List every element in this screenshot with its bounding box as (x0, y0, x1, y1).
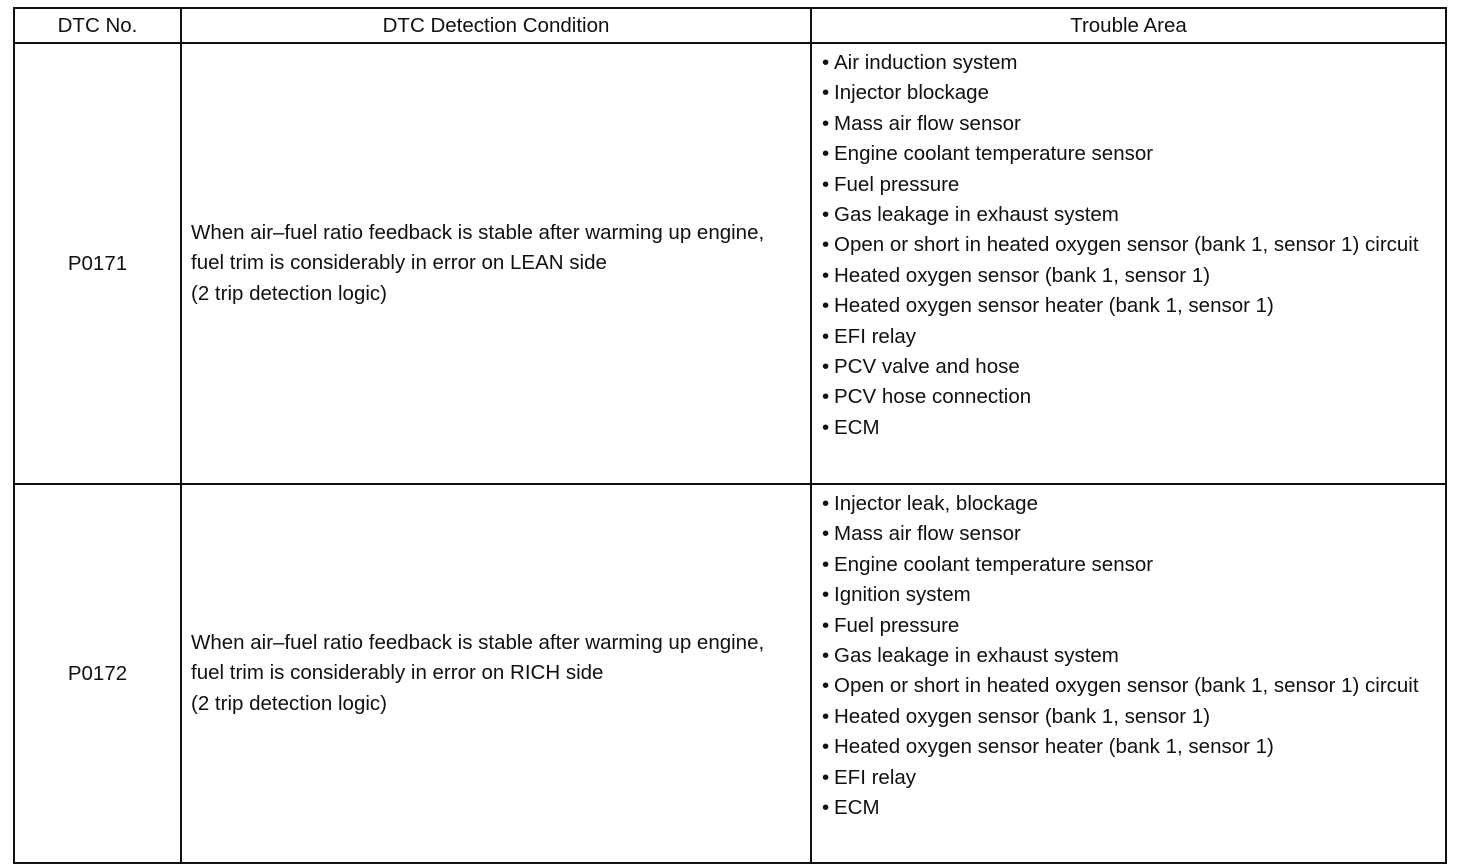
bullet-icon: • (822, 355, 830, 379)
trouble-area-item (822, 139, 1437, 169)
trouble-area-item (822, 413, 1437, 443)
bullet-icon: • (822, 583, 830, 607)
bullet-icon: • (822, 142, 830, 166)
trouble-area-text: Fuel pressure (834, 172, 960, 196)
bullet-icon: • (822, 263, 830, 287)
trouble-area-item (822, 48, 1437, 78)
bullet-icon: • (822, 81, 830, 105)
bullet-icon: • (822, 203, 830, 227)
trouble-area-item (822, 671, 1437, 701)
trouble-area-text: Engine coolant temperature sensor (834, 552, 1154, 576)
dtc-code: P0172 (14, 484, 181, 863)
trouble-area-text: Open or short in heated oxygen sensor (bank 1, sensor 1) circuit (834, 233, 1419, 257)
header-detection-condition: DTC Detection Condition (181, 8, 811, 43)
bullet-icon: • (822, 552, 830, 576)
condition-line: (2 trip detection logic) (191, 691, 387, 715)
trouble-area-text: PCV valve and hose (834, 355, 1020, 379)
trouble-area-item (822, 763, 1437, 793)
trouble-area-text: PCV hose connection (834, 385, 1032, 409)
trouble-area-item (822, 580, 1437, 610)
trouble-area-item (822, 793, 1437, 823)
trouble-area-text: Gas leakage in exhaust system (834, 203, 1119, 227)
trouble-area-text: ECM (834, 796, 880, 820)
trouble-area-item (822, 109, 1437, 139)
trouble-area-cell (811, 484, 1446, 863)
condition-line: fuel trim is considerably in error on LEAN side (191, 251, 607, 275)
trouble-area-text: Engine coolant temperature sensor (834, 142, 1154, 166)
trouble-area-item (822, 519, 1437, 549)
trouble-area-text: Open or short in heated oxygen sensor (bank 1, sensor 1) circuit (834, 674, 1419, 698)
trouble-area-text: Heated oxygen sensor (bank 1, sensor 1) (834, 263, 1211, 287)
bullet-icon: • (822, 613, 830, 637)
dtc-code: P0171 (14, 43, 181, 484)
trouble-area-text: Ignition system (834, 583, 971, 607)
condition-line: When air–fuel ratio feedback is stable after warming up engine, (191, 630, 765, 654)
trouble-area-text: Gas leakage in exhaust system (834, 644, 1119, 668)
trouble-area-item (822, 261, 1437, 291)
trouble-area-item (822, 170, 1437, 200)
trouble-area-item (822, 550, 1437, 580)
trouble-area-list (822, 489, 1437, 823)
bullet-icon: • (822, 796, 830, 820)
condition-line: (2 trip detection logic) (191, 281, 387, 305)
bullet-icon: • (822, 492, 830, 515)
trouble-area-item (822, 611, 1437, 641)
trouble-area-text: Heated oxygen sensor heater (bank 1, sensor 1) (834, 294, 1274, 318)
bullet-icon: • (822, 51, 830, 74)
bullet-icon: • (822, 522, 830, 546)
trouble-area-item (822, 200, 1437, 230)
trouble-area-text: EFI relay (834, 765, 917, 789)
bullet-icon: • (822, 294, 830, 318)
header-row (14, 8, 1446, 43)
header-trouble-area: Trouble Area (811, 8, 1446, 43)
trouble-area-item (822, 322, 1437, 352)
trouble-area-text: Injector blockage (834, 81, 989, 105)
condition-line: When air–fuel ratio feedback is stable after warming up engine, (191, 220, 765, 244)
bullet-icon: • (822, 111, 830, 135)
bullet-icon: • (822, 765, 830, 789)
trouble-area-text: Mass air flow sensor (834, 522, 1021, 546)
trouble-area-item (822, 352, 1437, 382)
detection-condition (181, 43, 811, 484)
bullet-icon: • (822, 415, 830, 439)
bullet-icon: • (822, 674, 830, 698)
bullet-icon: • (822, 704, 830, 728)
table-row (14, 484, 1446, 863)
trouble-area-cell (811, 43, 1446, 484)
trouble-area-text: Heated oxygen sensor heater (bank 1, sensor 1) (834, 735, 1274, 759)
trouble-area-text: ECM (834, 415, 880, 439)
bullet-icon: • (822, 735, 830, 759)
trouble-area-item (822, 230, 1437, 260)
trouble-area-item (822, 702, 1437, 732)
bullet-icon: • (822, 233, 830, 257)
dtc-table (13, 7, 1447, 864)
trouble-area-item (822, 291, 1437, 321)
trouble-area-text: Heated oxygen sensor (bank 1, sensor 1) (834, 704, 1211, 728)
condition-line: fuel trim is considerably in error on RICH side (191, 661, 604, 685)
header-dtc-no: DTC No. (14, 8, 181, 43)
table-row (14, 43, 1446, 484)
trouble-area-text: Air induction system (834, 51, 1018, 74)
trouble-area-text: Fuel pressure (834, 613, 960, 637)
trouble-area-text: EFI relay (834, 324, 917, 348)
trouble-area-text: Mass air flow sensor (834, 111, 1021, 135)
trouble-area-item (822, 641, 1437, 671)
trouble-area-item (822, 78, 1437, 108)
bullet-icon: • (822, 644, 830, 668)
detection-condition (181, 484, 811, 863)
trouble-area-item (822, 382, 1437, 412)
trouble-area-item (822, 489, 1437, 519)
bullet-icon: • (822, 172, 830, 196)
trouble-area-text: Injector leak, blockage (834, 492, 1038, 515)
trouble-area-list (822, 48, 1437, 443)
bullet-icon: • (822, 324, 830, 348)
trouble-area-item (822, 732, 1437, 762)
bullet-icon: • (822, 385, 830, 409)
